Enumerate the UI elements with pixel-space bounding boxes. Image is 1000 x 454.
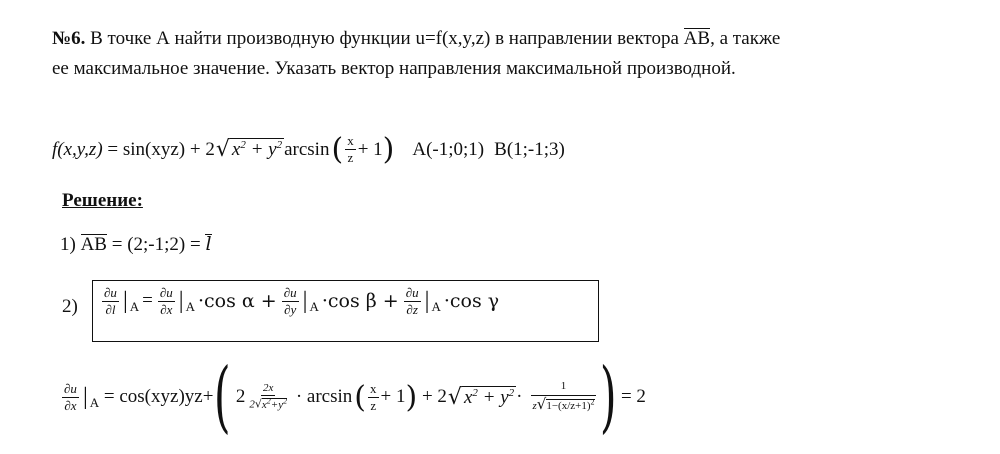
du-4: ∂u <box>405 285 419 300</box>
function-lhs: f(x,y,z) <box>52 138 103 160</box>
du: ∂u <box>104 285 117 300</box>
step1-l: l <box>205 233 212 255</box>
sqrt-icon: √ <box>215 137 230 162</box>
frac-num-2: x <box>370 380 377 396</box>
solution-heading: Решение: <box>62 190 143 211</box>
one-minus: 1− <box>546 399 559 412</box>
rad-y-exp: 2 <box>276 139 283 151</box>
rad-x-exp: 2 <box>240 139 246 151</box>
paren-close-icon: ) <box>405 379 418 415</box>
problem-text-end: , а также <box>710 28 781 49</box>
cos-gamma: ·cos γ <box>443 290 500 313</box>
frac-2x-den <box>247 396 289 411</box>
frac-du-dl <box>102 286 119 316</box>
step3-rhs: = cos(xyz)yz+ <box>99 386 214 407</box>
frac-du-dy <box>282 286 299 316</box>
at-a-3: A <box>309 299 319 315</box>
bar-icon: | <box>302 287 308 314</box>
paren-open-icon: ( <box>331 132 344 167</box>
z: z <box>532 399 537 412</box>
frac-du-dx-3 <box>62 382 79 412</box>
at-a: A <box>129 299 140 315</box>
problem-line-2 <box>52 58 736 80</box>
bar-icon: | <box>178 287 184 314</box>
frac-num: x <box>347 133 354 149</box>
step2-formula <box>100 286 502 316</box>
frac-den-2: z <box>370 397 377 413</box>
result: = 2 <box>620 386 646 407</box>
fraction-x-z <box>345 134 356 164</box>
den-radicand: $x^2+y^2$ <box>261 396 288 411</box>
dot-arcsin: · arcsin <box>291 386 353 407</box>
paren-close-icon: ) <box>382 132 395 167</box>
at-a-2: A <box>185 299 195 315</box>
problem-text: В точке А найти производную функции u=f(x,y,z) в направлении вектора <box>85 28 684 49</box>
dl: ∂l <box>105 301 116 317</box>
du-5: ∂u <box>64 380 77 396</box>
dx-3: ∂x <box>64 397 77 413</box>
step1-number: 1) <box>60 234 81 255</box>
problem-line-1 <box>52 28 780 50</box>
step-1 <box>60 234 212 256</box>
radicand-2: $x^2 + y^2$ <box>463 386 515 408</box>
frac-2x <box>247 383 289 412</box>
frac-one-over <box>530 381 596 412</box>
dy: ∂y <box>284 301 297 317</box>
rad-y: y <box>268 139 277 160</box>
frac-du-dz <box>404 286 421 316</box>
at-a-4: A <box>431 299 441 315</box>
sqrt-icon: √ <box>536 394 547 413</box>
bar-icon: | <box>82 383 88 410</box>
plus-two: + 2 <box>417 386 447 407</box>
two: 2 <box>235 386 246 407</box>
frac-one-den <box>530 396 596 413</box>
plus-one: + 1 <box>357 138 383 160</box>
radicand <box>230 138 284 161</box>
step1-vector: AB <box>80 234 107 255</box>
big-paren-open-icon: ( <box>214 352 232 442</box>
dx: ∂x <box>160 301 173 317</box>
fraction-x-z-2 <box>368 382 379 412</box>
dz: ∂z <box>406 301 418 317</box>
step2-number: 2) <box>62 296 78 317</box>
du-3: ∂u <box>283 285 297 300</box>
plus-one-2: + 1 <box>380 386 406 407</box>
problem-number: №6. <box>52 28 86 49</box>
point-a: A(-1;0;1) <box>412 138 485 160</box>
cos-alpha: ·cos α + <box>198 290 277 313</box>
problem-text-2: ее максимальное значение. Указать вектор направления максимальной производной. <box>52 58 736 79</box>
two-x: 2x <box>261 383 275 397</box>
function-eq: = sin(xyz) + 2 <box>102 138 215 160</box>
sqrt-icon: √ <box>447 384 462 410</box>
at-a-5: A <box>89 395 100 410</box>
rad-plus: + <box>245 139 269 160</box>
paren-open-icon: ( <box>354 379 366 415</box>
step3-formula <box>60 352 646 442</box>
bar-icon: | <box>122 287 128 314</box>
one: 1 <box>531 381 597 396</box>
frac-du-dx <box>158 286 175 316</box>
dot: · <box>516 386 523 407</box>
vector-ab: AB <box>683 28 711 49</box>
arcsin: arcsin <box>284 138 330 160</box>
frac-den: z <box>347 150 354 165</box>
two-den: 2 <box>249 398 255 411</box>
big-paren-close-icon: ) <box>599 352 617 442</box>
point-b: B(1;-1;3) <box>494 138 565 160</box>
du-2: ∂u <box>159 285 173 300</box>
cos-beta: ·cos β + <box>321 290 399 313</box>
sqrt-icon: √ <box>254 397 262 411</box>
eq: = <box>142 290 153 312</box>
den-radicand-2: $1-(x/z+1)^2$ <box>546 397 595 412</box>
bar-icon: | <box>424 287 430 314</box>
rad-x: x <box>231 139 241 160</box>
step1-rest: = (2;-1;2) = <box>106 234 206 255</box>
function-line <box>52 132 565 167</box>
